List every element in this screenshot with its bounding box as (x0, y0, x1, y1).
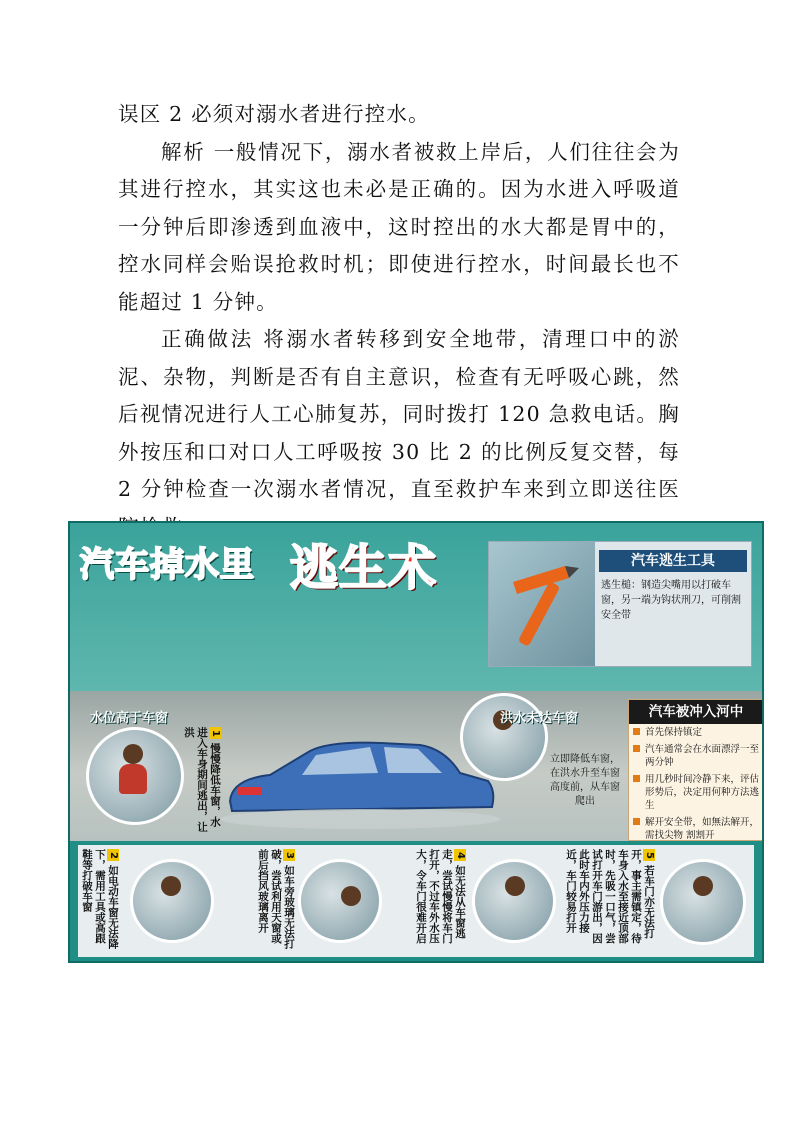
step-4-label: 如无法从车窗逃走，尝试慢慢将车门打开，不过车外水压大，令车门很难开启 (415, 849, 466, 944)
infographic-title-part2: 逃生术 (290, 540, 438, 596)
step-5-text (564, 849, 655, 953)
river-item-3: 用几秒时间冷静下来，评估形势后，决定用何种方法逃生 (629, 771, 763, 814)
driver-figure-icon (123, 744, 143, 764)
step-1-label: 慢慢降低车窗，水进入车身期间逃出，让洪 (183, 727, 221, 832)
car-escape-infographic (68, 521, 764, 963)
step-5-cell (548, 845, 660, 957)
flood-instruction-text: 立即降低车窗，在洪水升至车窗高度前，从车窗爬出 (550, 754, 620, 807)
step-5-circle (660, 859, 746, 945)
car-in-river-panel (628, 699, 764, 841)
step-1-text (182, 727, 221, 837)
escape-hammer-icon (503, 560, 583, 650)
paragraph-analysis: 解析 一般情况下，溺水者被救上岸后，人们往往会为其进行控水，其实这也未必是正确的。因为水进入呼吸道一分钟后即渗透到血液中，这时控出的水大都是胃中的，控水同样会贻误抢救时机；即使进行控水，时间最长也不能超过 1 分钟。 (118, 139, 680, 314)
label-water-above-window: 水位高于车窗 (90, 711, 169, 726)
driver-body-icon (119, 764, 147, 794)
paragraph-correct-method: 正确做法 将溺水者转移到安全地带，清理口中的淤泥、杂物，判断是否有自主意识，检查有无呼吸心跳，然后视情况进行人工心肺复苏，同时拨打 120 急救电话。胸外按压和口对口人工呼吸按 30 比 2 的比例反复交替，每 2 分钟检查一次溺水者情况，直至救护车来到立即送往医 (118, 327, 680, 501)
label-flood-below-window: 洪水未达车窗 (500, 711, 579, 726)
river-item-2: 汽车通常会在水面漂浮一至两分钟 (629, 741, 763, 771)
escape-hammer-photo (489, 542, 595, 666)
step-3-person-icon (341, 886, 361, 906)
paragraph-myth: 误区 2 必须对溺水者进行控水。 (118, 102, 430, 126)
step-2-label: 如电动车窗无法降下，需用工具或高跟鞋等打破车窗 (81, 849, 119, 949)
step-3-cell (218, 845, 330, 957)
blue-car-icon (220, 731, 500, 831)
step-5-number: 5 (643, 849, 655, 861)
step-3-circle (298, 859, 382, 943)
step-4-circle (472, 859, 556, 943)
river-item-4: 解开安全带，如無法解开，需找尖物 割割开 (629, 814, 763, 844)
escape-steps-strip (78, 845, 754, 957)
step-2-number: 2 (107, 849, 119, 861)
article-text (118, 96, 680, 546)
step-3-label: 如车旁玻璃无法打破，尝试利用天窗或前后挡风玻璃离开 (257, 849, 295, 949)
escape-tool-description: 逃生槌：钢造尖嘴用以打破车窗，另一端为钩状刑刀，可削割安全带 (601, 580, 741, 621)
step-5-label: 若车门亦无法打开，事主需镇定，待车身入水至接近顶部时，先吸一口气，尝试打开车门游出，因此时车内外压力接近，车门较易打开 (565, 849, 655, 944)
step-2-text (80, 849, 119, 953)
step-4-person-icon (505, 876, 525, 896)
step-1-number: 1 (209, 727, 221, 739)
step-3-number: 3 (283, 849, 295, 861)
step-2-cell (78, 845, 190, 957)
step-4-number: 4 (454, 849, 466, 861)
step-2-circle (130, 859, 214, 943)
step-3-text (256, 849, 295, 953)
river-item-1: 首先保持镇定 (629, 724, 763, 741)
escape-tool-title: 汽车逃生工具 (599, 550, 747, 572)
scene-circle-driver (86, 727, 184, 825)
escape-tool-panel (488, 541, 752, 667)
step-2-person-icon (161, 876, 181, 896)
step-4-text (414, 849, 466, 953)
step-4-cell (378, 845, 490, 957)
car-in-river-title: 汽车被冲入河中 (629, 700, 763, 724)
step-5-person-icon (693, 876, 713, 896)
infographic-header (70, 523, 762, 691)
infographic-title-part1: 汽车掉水里 (80, 545, 255, 585)
